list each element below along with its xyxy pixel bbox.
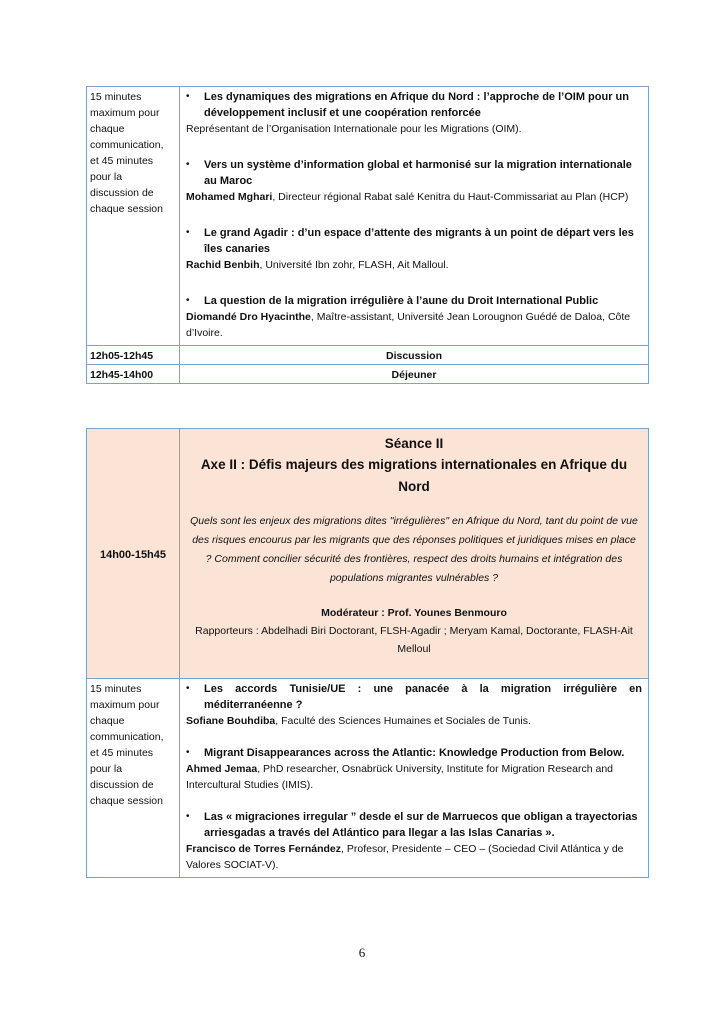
talk-speaker bbox=[186, 121, 642, 137]
session-rapporteurs: Rapporteurs : Abdelhadi Biri Doctorant, FLSH-Agadir ; Meryam Kamal, Doctorante, FLASH-Ait Melloul bbox=[195, 625, 633, 655]
talk-speaker bbox=[186, 189, 642, 205]
talk-speaker bbox=[186, 841, 642, 873]
session-header-row bbox=[87, 429, 649, 679]
session-time: 14h00-15h45 bbox=[87, 429, 180, 679]
speaker-affiliation: Représentant de l’Organisation Internationale pour les Migrations (OIM). bbox=[186, 123, 522, 135]
speaker-affiliation: , PhD researcher, Osnabrück University, Institute for Migration Research and Intercultural Studies (IMIS). bbox=[186, 763, 613, 791]
speaker-affiliation: , Profesor, Presidente – CEO – (Sociedad Civil Atlántica y de Valores SOCIAT-V). bbox=[186, 843, 624, 871]
talk-title: Vers un système d’information global et harmonisé sur la migration internationale au Maroc bbox=[204, 159, 632, 187]
time-note-line: chaque bbox=[90, 123, 125, 135]
bullet-icon: • bbox=[186, 227, 190, 238]
talk-title: Les accords Tunisie/UE : une panacée à la migration irrégulière en méditerranéenne ? bbox=[204, 683, 642, 711]
talks-cell bbox=[180, 679, 649, 878]
speaker-affiliation: , Faculté des Sciences Humaines et Sociales de Tunis. bbox=[275, 715, 531, 727]
session-header-cell bbox=[180, 429, 649, 679]
talk-speaker bbox=[186, 713, 642, 729]
talk-title: Le grand Agadir : d’un espace d’attente des migrants à un point de départ vers les îles canaries bbox=[204, 227, 634, 255]
time-note-cell bbox=[87, 679, 180, 878]
time-note-line: chaque bbox=[90, 715, 125, 727]
speaker-affiliation: , Université Ibn zohr, FLASH, Ait Malloul. bbox=[259, 259, 449, 271]
time-note-line: communication, bbox=[90, 139, 164, 151]
talk-speaker bbox=[186, 761, 642, 793]
schedule-label: Discussion bbox=[180, 346, 649, 365]
talk-title: La question de la migration irrégulière à l’aune du Droit International Public bbox=[204, 295, 599, 307]
talks-row bbox=[87, 679, 649, 878]
schedule-row-lunch bbox=[87, 365, 649, 384]
speaker-name: Ahmed Jemaa bbox=[186, 763, 258, 775]
time-note-line: 15 minutes bbox=[90, 91, 142, 103]
speaker-affiliation: , Maître-assistant, Université Jean Lorougnon Guédé de Daloa, Côte d’Ivoire. bbox=[186, 311, 631, 339]
speaker-name: Rachid Benbih bbox=[186, 259, 260, 271]
talks-row bbox=[87, 87, 649, 346]
time-note-line: pour la bbox=[90, 763, 123, 775]
speaker-affiliation: , Directeur régional Rabat salé Kenitra du Haut-Commissariat au Plan (HCP) bbox=[272, 191, 629, 203]
time-note-line: et 45 minutes bbox=[90, 747, 154, 759]
bullet-icon: • bbox=[186, 811, 190, 822]
bullet-icon: • bbox=[186, 295, 190, 306]
talk-item bbox=[186, 745, 642, 761]
session-title: Séance II bbox=[384, 436, 444, 451]
time-note-cell bbox=[87, 87, 180, 346]
talk-speaker bbox=[186, 257, 642, 273]
bullet-icon: • bbox=[186, 91, 190, 102]
time-note-line: communication, bbox=[90, 731, 164, 743]
talk-title: Les dynamiques des migrations en Afrique du Nord : l’approche de l’OIM pour un développement inclusif et une coopération renforcée bbox=[204, 91, 629, 119]
schedule-label: Déjeuner bbox=[180, 365, 649, 384]
talk-title: Las « migraciones irregular ” desde el sur de Marruecos que obligan a trayectorias arriesgadas a través del Atlántico para llegar a las Islas Canarias ». bbox=[204, 811, 638, 839]
talks-cell bbox=[180, 87, 649, 346]
session-axis: Axe II : Défis majeurs des migrations internationales en Afrique du Nord bbox=[200, 457, 628, 494]
speaker-name: Diomandé Dro Hyacinthe bbox=[186, 311, 311, 323]
schedule-row-discussion bbox=[87, 346, 649, 365]
program-table-session-2 bbox=[86, 428, 649, 878]
time-note-line: chaque session bbox=[90, 795, 163, 807]
talk-speaker bbox=[186, 309, 642, 341]
time-note-line: maximum pour bbox=[90, 699, 160, 711]
talk-item bbox=[186, 89, 642, 121]
time-note-line: maximum pour bbox=[90, 107, 160, 119]
time-note-line: 15 minutes bbox=[90, 683, 142, 695]
bullet-icon: • bbox=[186, 683, 190, 694]
talk-item bbox=[186, 681, 642, 713]
program-table-session-1 bbox=[86, 86, 649, 384]
session-moderator: Modérateur : Prof. Younes Benmouro bbox=[321, 607, 507, 619]
speaker-name: Mohamed Mghari bbox=[186, 191, 273, 203]
time-note-line: discussion de bbox=[90, 779, 154, 791]
time-note-line: discussion de bbox=[90, 187, 154, 199]
bullet-icon: • bbox=[186, 159, 190, 170]
talk-item bbox=[186, 809, 642, 841]
talk-title: Migrant Disappearances across the Atlantic: Knowledge Production from Below. bbox=[204, 747, 625, 759]
talk-item bbox=[186, 225, 642, 257]
schedule-time: 12h05-12h45 bbox=[87, 346, 180, 365]
talk-item bbox=[186, 293, 642, 309]
bullet-icon: • bbox=[186, 747, 190, 758]
talk-item bbox=[186, 157, 642, 189]
page-number: 6 bbox=[358, 945, 366, 960]
time-note-line: et 45 minutes bbox=[90, 155, 154, 167]
time-note-line: chaque session bbox=[90, 203, 163, 215]
schedule-time: 12h45-14h00 bbox=[87, 365, 180, 384]
speaker-name: Francisco de Torres Fernández bbox=[186, 843, 342, 855]
session-question: Quels sont les enjeux des migrations dites "irrégulières" en Afrique du Nord, tant du point de vue des risques encourus par les migrants que des réponses politiques et juridiques mises en place ? Comment concilier sécurité des frontières, respect des droits humains et intégration des populations migrantes vulnérables ? bbox=[190, 515, 638, 584]
time-note-line: pour la bbox=[90, 171, 123, 183]
speaker-name: Sofiane Bouhdiba bbox=[186, 715, 276, 727]
